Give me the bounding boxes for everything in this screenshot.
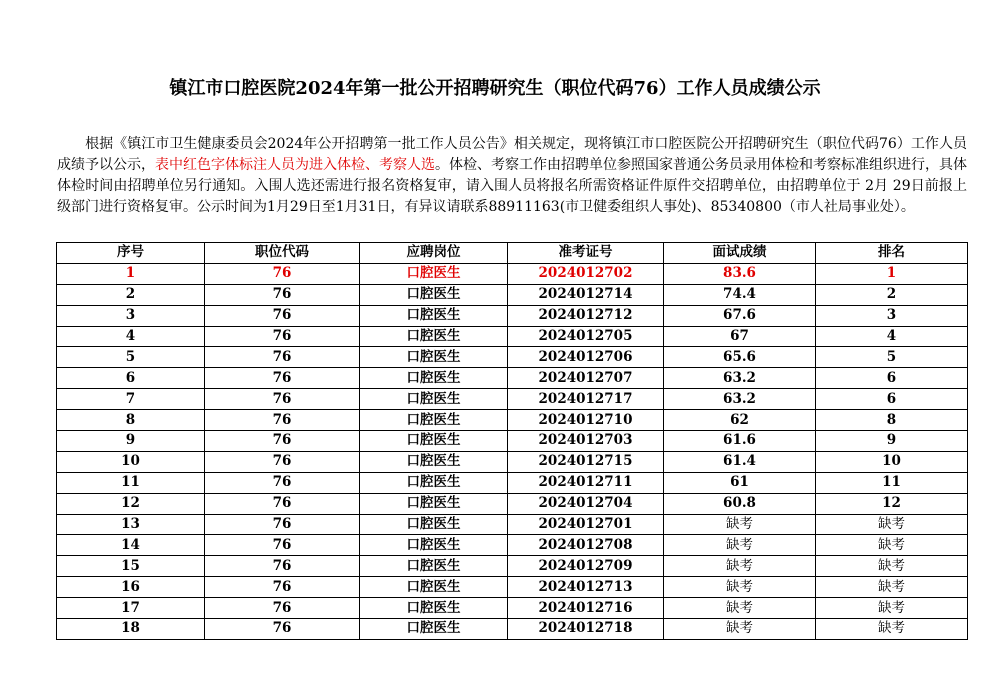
table-row bbox=[57, 493, 968, 514]
cell-position: 口腔医生 bbox=[360, 389, 508, 410]
cell-rank: 5 bbox=[816, 347, 968, 368]
cell-position-code: 76 bbox=[205, 263, 360, 284]
table-row bbox=[57, 619, 968, 640]
cell-interview-score: 缺考 bbox=[664, 619, 816, 640]
cell-index: 13 bbox=[57, 514, 205, 535]
cell-index: 14 bbox=[57, 535, 205, 556]
table-row bbox=[57, 389, 968, 410]
notice-text-highlight: 表中红色字体标注人员为进入体检、考察人选 bbox=[155, 157, 435, 173]
table-row bbox=[57, 368, 968, 389]
cell-position-code: 76 bbox=[205, 368, 360, 389]
cell-rank: 6 bbox=[816, 389, 968, 410]
cell-interview-score: 63.2 bbox=[664, 368, 816, 389]
cell-position-code: 76 bbox=[205, 472, 360, 493]
cell-interview-score: 65.6 bbox=[664, 347, 816, 368]
table-row bbox=[57, 326, 968, 347]
cell-rank: 2 bbox=[816, 284, 968, 305]
cell-rank: 8 bbox=[816, 410, 968, 431]
cell-position-code: 76 bbox=[205, 431, 360, 452]
cell-exam-id: 2024012701 bbox=[508, 514, 664, 535]
cell-position: 口腔医生 bbox=[360, 431, 508, 452]
table-row bbox=[57, 598, 968, 619]
cell-exam-id: 2024012708 bbox=[508, 535, 664, 556]
cell-exam-id: 2024012702 bbox=[508, 263, 664, 284]
cell-index: 3 bbox=[57, 305, 205, 326]
cell-exam-id: 2024012705 bbox=[508, 326, 664, 347]
header-position: 应聘岗位 bbox=[360, 243, 508, 264]
notice-text-part2: 。体检、考察工作由招聘单位参照国家普通公务员录用体检和考察标准组织进行，具体体检时间由招聘单位另行通知。入围人选还需进行报名资格复审，请入围人员将报名所需资格证件原件交招聘单位，由招聘单位于 2月 29日前报上级部门进行资格复审。公示时间为1月29日至1月31日，有异议请联系88911163(市卫健委组织人事处)、85340800（市人社局事业处）。 bbox=[57, 157, 967, 215]
cell-rank: 缺考 bbox=[816, 577, 968, 598]
cell-rank: 缺考 bbox=[816, 514, 968, 535]
cell-interview-score: 60.8 bbox=[664, 493, 816, 514]
cell-index: 12 bbox=[57, 493, 205, 514]
header-interview-score: 面试成绩 bbox=[664, 243, 816, 264]
cell-position: 口腔医生 bbox=[360, 577, 508, 598]
cell-interview-score: 缺考 bbox=[664, 577, 816, 598]
cell-position-code: 76 bbox=[205, 389, 360, 410]
cell-position-code: 76 bbox=[205, 410, 360, 431]
cell-exam-id: 2024012710 bbox=[508, 410, 664, 431]
cell-interview-score: 67 bbox=[664, 326, 816, 347]
cell-exam-id: 2024012712 bbox=[508, 305, 664, 326]
cell-position: 口腔医生 bbox=[360, 263, 508, 284]
cell-rank: 12 bbox=[816, 493, 968, 514]
table-row bbox=[57, 263, 968, 284]
cell-interview-score: 缺考 bbox=[664, 514, 816, 535]
cell-position: 口腔医生 bbox=[360, 284, 508, 305]
cell-exam-id: 2024012713 bbox=[508, 577, 664, 598]
cell-index: 15 bbox=[57, 556, 205, 577]
cell-position-code: 76 bbox=[205, 556, 360, 577]
cell-index: 2 bbox=[57, 284, 205, 305]
cell-index: 7 bbox=[57, 389, 205, 410]
cell-interview-score: 62 bbox=[664, 410, 816, 431]
cell-rank: 9 bbox=[816, 431, 968, 452]
cell-exam-id: 2024012706 bbox=[508, 347, 664, 368]
cell-interview-score: 缺考 bbox=[664, 598, 816, 619]
cell-index: 6 bbox=[57, 368, 205, 389]
cell-position: 口腔医生 bbox=[360, 305, 508, 326]
cell-position-code: 76 bbox=[205, 535, 360, 556]
cell-interview-score: 63.2 bbox=[664, 389, 816, 410]
cell-position-code: 76 bbox=[205, 577, 360, 598]
page-title: 镇江市口腔医院2024年第一批公开招聘研究生（职位代码76）工作人员成绩公示 bbox=[169, 78, 821, 99]
cell-interview-score: 74.4 bbox=[664, 284, 816, 305]
table-row bbox=[57, 305, 968, 326]
cell-interview-score: 61.4 bbox=[664, 451, 816, 472]
cell-interview-score: 61 bbox=[664, 472, 816, 493]
notice-paragraph bbox=[57, 134, 967, 218]
cell-position: 口腔医生 bbox=[360, 472, 508, 493]
cell-rank: 4 bbox=[816, 326, 968, 347]
cell-position: 口腔医生 bbox=[360, 493, 508, 514]
cell-position: 口腔医生 bbox=[360, 535, 508, 556]
cell-index: 17 bbox=[57, 598, 205, 619]
cell-index: 11 bbox=[57, 472, 205, 493]
cell-exam-id: 2024012709 bbox=[508, 556, 664, 577]
cell-index: 1 bbox=[57, 263, 205, 284]
notice-text-part1: 根据《镇江市卫生健康委员会2024年公开招聘第一批工作人员公告》相关规定，现将镇江市口腔医院公开招聘研究生（职位代码76）工作人员成绩予以公示， bbox=[57, 136, 967, 173]
cell-rank: 缺考 bbox=[816, 598, 968, 619]
cell-position-code: 76 bbox=[205, 451, 360, 472]
cell-rank: 11 bbox=[816, 472, 968, 493]
cell-index: 8 bbox=[57, 410, 205, 431]
table-row bbox=[57, 472, 968, 493]
table-body bbox=[57, 263, 968, 639]
table-row bbox=[57, 284, 968, 305]
cell-rank: 3 bbox=[816, 305, 968, 326]
cell-index: 10 bbox=[57, 451, 205, 472]
cell-position: 口腔医生 bbox=[360, 368, 508, 389]
cell-rank: 10 bbox=[816, 451, 968, 472]
cell-index: 5 bbox=[57, 347, 205, 368]
cell-index: 16 bbox=[57, 577, 205, 598]
cell-position: 口腔医生 bbox=[360, 326, 508, 347]
cell-exam-id: 2024012718 bbox=[508, 619, 664, 640]
cell-position-code: 76 bbox=[205, 619, 360, 640]
cell-position-code: 76 bbox=[205, 598, 360, 619]
cell-rank: 缺考 bbox=[816, 535, 968, 556]
cell-position-code: 76 bbox=[205, 347, 360, 368]
cell-exam-id: 2024012714 bbox=[508, 284, 664, 305]
cell-exam-id: 2024012716 bbox=[508, 598, 664, 619]
table-row bbox=[57, 514, 968, 535]
cell-position-code: 76 bbox=[205, 305, 360, 326]
header-position-code: 职位代码 bbox=[205, 243, 360, 264]
cell-position: 口腔医生 bbox=[360, 619, 508, 640]
header-index: 序号 bbox=[57, 243, 205, 264]
cell-interview-score: 缺考 bbox=[664, 556, 816, 577]
cell-exam-id: 2024012704 bbox=[508, 493, 664, 514]
table-row bbox=[57, 410, 968, 431]
cell-position: 口腔医生 bbox=[360, 556, 508, 577]
table-row bbox=[57, 535, 968, 556]
cell-position: 口腔医生 bbox=[360, 410, 508, 431]
cell-interview-score: 83.6 bbox=[664, 263, 816, 284]
cell-rank: 1 bbox=[816, 263, 968, 284]
scores-table bbox=[56, 242, 968, 640]
table-row bbox=[57, 451, 968, 472]
header-rank: 排名 bbox=[816, 243, 968, 264]
cell-position-code: 76 bbox=[205, 284, 360, 305]
cell-index: 4 bbox=[57, 326, 205, 347]
cell-exam-id: 2024012715 bbox=[508, 451, 664, 472]
table-row bbox=[57, 556, 968, 577]
cell-index: 18 bbox=[57, 619, 205, 640]
table-row bbox=[57, 347, 968, 368]
cell-exam-id: 2024012717 bbox=[508, 389, 664, 410]
cell-interview-score: 61.6 bbox=[664, 431, 816, 452]
cell-rank: 缺考 bbox=[816, 556, 968, 577]
cell-exam-id: 2024012711 bbox=[508, 472, 664, 493]
cell-position: 口腔医生 bbox=[360, 451, 508, 472]
table-row bbox=[57, 577, 968, 598]
cell-position-code: 76 bbox=[205, 326, 360, 347]
cell-position-code: 76 bbox=[205, 493, 360, 514]
cell-rank: 缺考 bbox=[816, 619, 968, 640]
cell-interview-score: 67.6 bbox=[664, 305, 816, 326]
table-header-row bbox=[57, 243, 968, 264]
cell-rank: 6 bbox=[816, 368, 968, 389]
cell-position-code: 76 bbox=[205, 514, 360, 535]
cell-exam-id: 2024012703 bbox=[508, 431, 664, 452]
cell-position: 口腔医生 bbox=[360, 598, 508, 619]
header-exam-id: 准考证号 bbox=[508, 243, 664, 264]
cell-interview-score: 缺考 bbox=[664, 535, 816, 556]
table-row bbox=[57, 431, 968, 452]
cell-exam-id: 2024012707 bbox=[508, 368, 664, 389]
cell-index: 9 bbox=[57, 431, 205, 452]
cell-position: 口腔医生 bbox=[360, 514, 508, 535]
cell-position: 口腔医生 bbox=[360, 347, 508, 368]
